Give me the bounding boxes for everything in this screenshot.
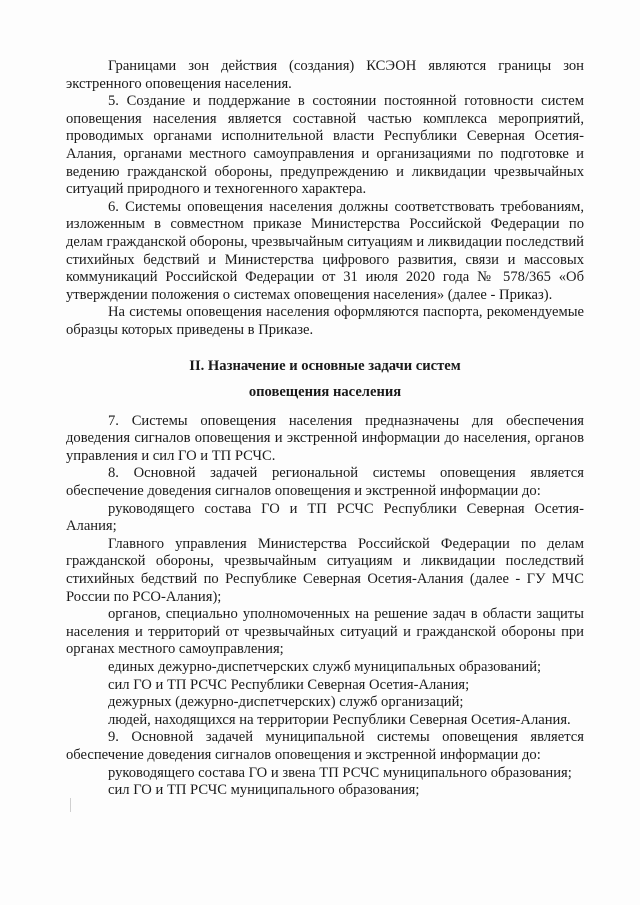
section-heading-line-2: оповещения населения — [248, 384, 402, 401]
document-body — [66, 58, 584, 800]
paragraph-9: 9. Основной задачей муниципальной системы оповещения является обеспечение доведения сигналов оповещения и экстренной информации до: — [66, 729, 584, 763]
paragraph: Границами зон действия (создания) КСЭОН являются границы зон экстренного оповещения населения. — [66, 58, 584, 92]
list-item: дежурных (дежурно-диспетчерских) служб организаций; — [108, 694, 464, 711]
scan-artifact — [70, 798, 71, 812]
list-item: органов, специально уполномоченных на решение задач в области защиты населения и территорий от чрезвычайных ситуаций и гражданской обороны при органах местного самоуправления; — [66, 606, 584, 658]
list-item: людей, находящихся на территории Республики Северная Осетия-Алания. — [108, 711, 571, 728]
section-heading-line-1: II. Назначение и основные задачи систем — [189, 357, 461, 374]
list-item: руководящего состава ГО и звена ТП РСЧС муниципального образования; — [108, 764, 572, 781]
list-item: сил ГО и ТП РСЧС Республики Северная Осетия-Алания; — [108, 676, 470, 693]
paragraph-7: 7. Системы оповещения населения предназначены для обеспечения доведения сигналов оповещения и экстренной информации до населения, органов управления и сил ГО и ТП РСЧС. — [66, 412, 584, 464]
paragraph-6: 6. Системы оповещения населения должны соответствовать требованиям, изложенным в совместном приказе Министерства Российской Федерации по делам гражданской обороны, чрезвычайным ситуациям и ликвидации последствий стихийных бедствий и Министерства цифрового развития, связи и массовых коммуникаций Российской Федерации от 31 июля 2020 года № 578/365 «Об утверждении положения о системах оповещения населения» (далее - Приказ). — [66, 198, 584, 303]
paragraph-passports: На системы оповещения населения оформляются паспорта, рекомендуемые образцы которых приведены в Приказе. — [66, 304, 584, 338]
list-item: сил ГО и ТП РСЧС муниципального образования; — [108, 782, 420, 799]
paragraph-8: 8. Основной задачей региональной системы оповещения является обеспечение доведения сигналов оповещения и экстренной информации до: — [66, 465, 584, 500]
list-item: руководящего состава ГО и ТП РСЧС Республики Северная Осетия-Алания; — [66, 500, 584, 535]
list-item: Главного управления Министерства Российской Федерации по делам гражданской обороны, чрезвычайным ситуациям и ликвидации последствий стихийных бедствий по Республике Северная Осетия-Алания (далее - ГУ МЧС России по РСО-Алания); — [66, 535, 584, 605]
paragraph-5: 5. Создание и поддержание в состоянии постоянной готовности систем оповещения населения является составной частью комплекса мероприятий, проводимых органами исполнительной власти Республики Северная Осетия-Алания, органами местного самоуправления и организациями по подготовке и ведению гражданской обороны, предупреждению и ликвидации чрезвычайных ситуаций природного и техногенного характера. — [66, 93, 584, 198]
list-item: единых дежурно-диспетчерских служб муниципальных образований; — [108, 659, 542, 675]
